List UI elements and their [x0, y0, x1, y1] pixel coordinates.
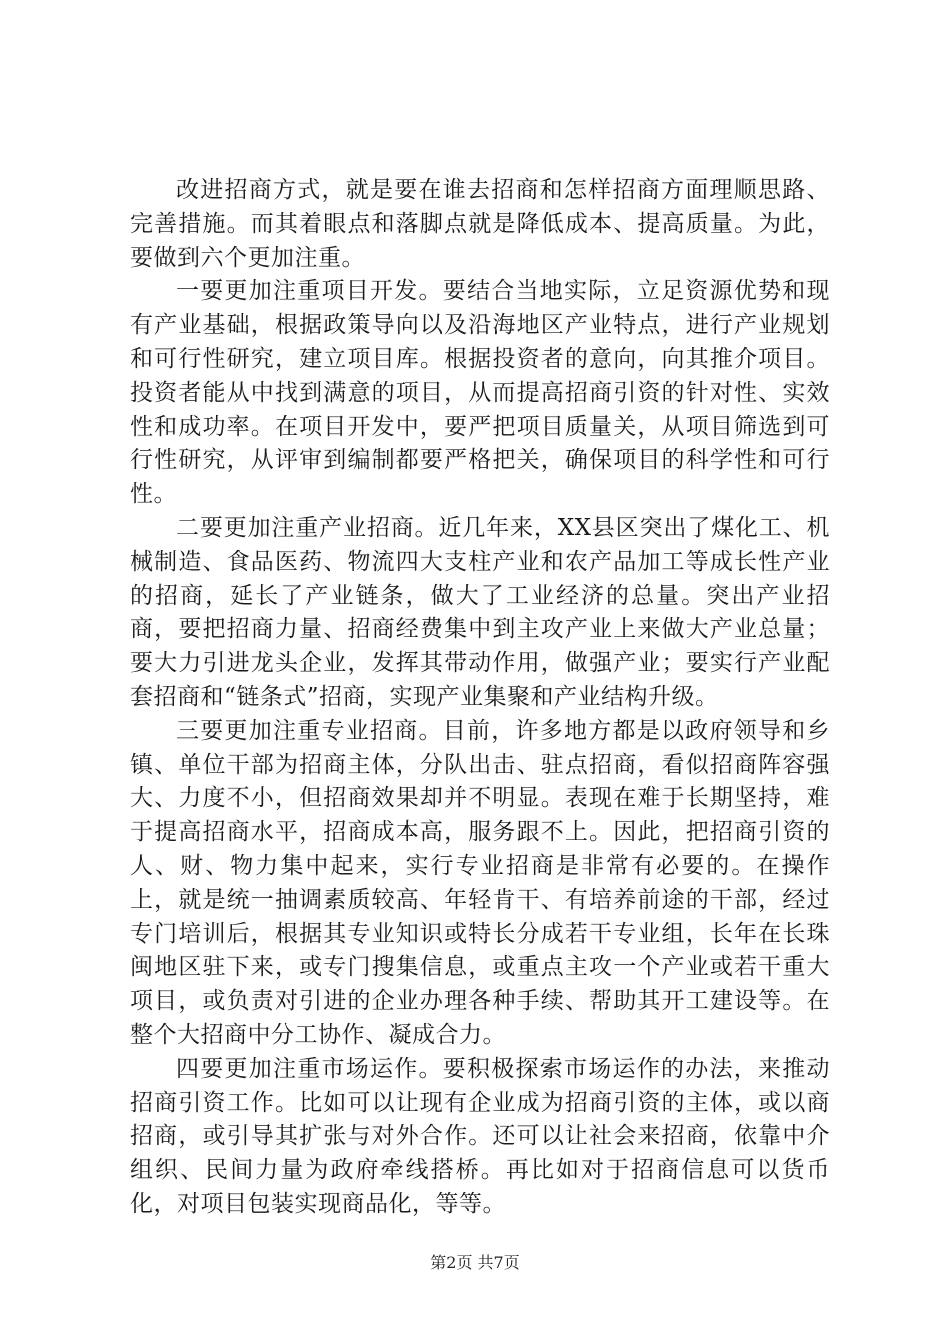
paragraph-market-operation: 四要更加注重市场运作。要积极探索市场运作的办法，来推动招商引资工作。比如可以让现有企业成为招商引资的主体，或以商招商，或引导其扩张与对外合作。还可以让社会来招商，依靠中介组织、民间力量为政府牵线搭桥。再比如对于招商信息可以货币化，对项目包装实现商品化，等等。	[130, 1055, 830, 1217]
paragraph-intro: 改进招商方式，就是要在谁去招商和怎样招商方面理顺思路、完善措施。而其着眼点和落脚点就是降低成本、提高质量。为此，要做到六个更加注重。	[130, 177, 830, 271]
document-body	[130, 174, 830, 1222]
paragraph-professional-investment: 三要更加注重专业招商。目前，许多地方都是以政府领导和乡镇、单位干部为招商主体，分队出击、驻点招商，看似招商阵容强大、力度不小，但招商效果却并不明显。表现在难于长期坚持，难于提高招商水平，招商成本高，服务跟不上。因此，把招商引资的人、财、物力集中起来，实行专业招商是非常有必要的。在操作上，就是统一抽调素质较高、年轻肯干、有培养前途的干部，经过专门培训后，根据其专业知识或特长分成若干专业组，长年在长珠闽地区驻下来，或专门搜集信息，或重点主攻一个产业或若干重大项目，或负责对引进的企业办理各种手续、帮助其开工建设等。在整个大招商中分工协作、凝成合力。	[130, 717, 830, 1048]
paragraph-project-development: 一要更加注重项目开发。要结合当地实际，立足资源优势和现有产业基础，根据政策导向以及沿海地区产业特点，进行产业规划和可行性研究，建立项目库。根据投资者的意向，向其推介项目。投资者能从中找到满意的项目，从而提高招商引资的针对性、实效性和成功率。在项目开发中，要严把项目质量关，从项目筛选到可行性研究，从评审到编制都要严格把关，确保项目的科学性和可行性。	[130, 278, 830, 508]
paragraph-industry-investment: 二要更加注重产业招商。近几年来，XX县区突出了煤化工、机械制造、食品医药、物流四大支柱产业和农产品加工等成长性产业的招商，延长了产业链条，做大了工业经济的总量。突出产业招商，要把招商力量、招商经费集中到主攻产业上来做大产业总量；要大力引进龙头企业，发挥其带动作用，做强产业；要实行产业配套招商和“链条式”招商，实现产业集聚和产业结构升级。	[130, 514, 830, 710]
page-number-footer: 第2页 共7页	[430, 1253, 520, 1272]
